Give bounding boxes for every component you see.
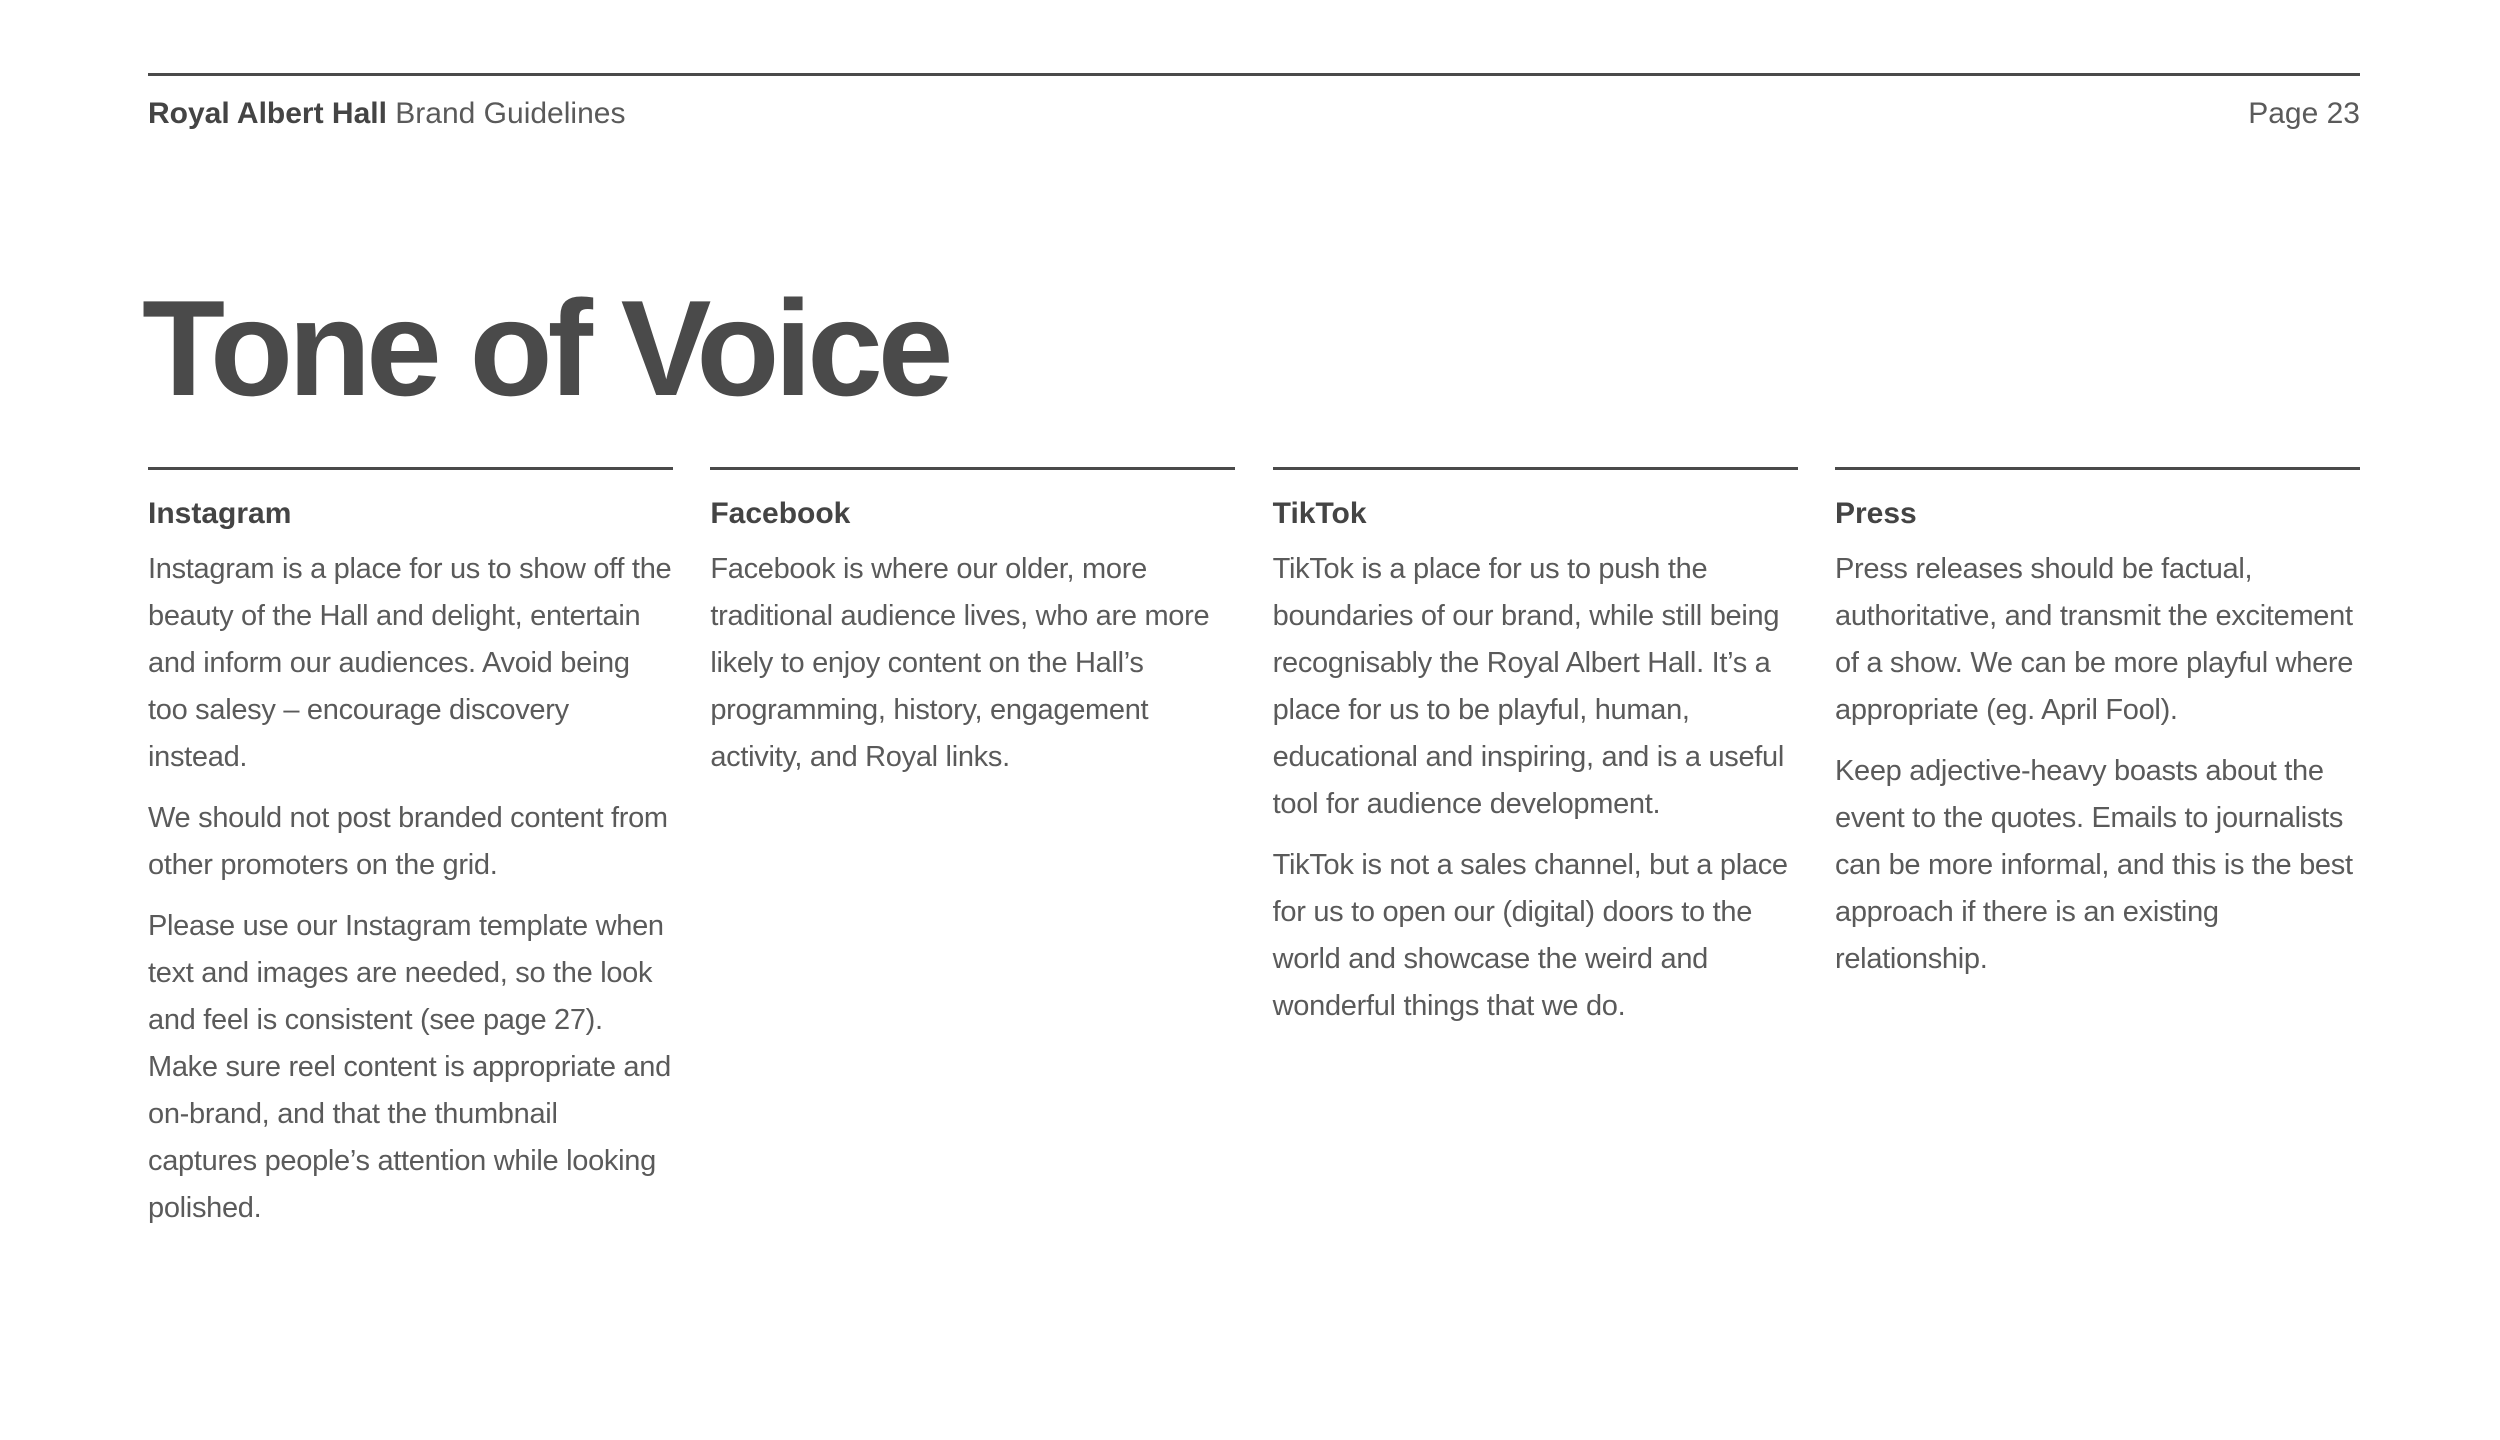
column-press: [1835, 467, 2360, 1232]
column-body: [710, 546, 1235, 781]
page-number: Page 23: [2248, 97, 2360, 130]
header: [148, 96, 2360, 132]
brand-lockup: [148, 96, 625, 132]
header-divider: [148, 73, 2360, 76]
column-divider: [148, 467, 673, 470]
column-paragraph: TikTok is not a sales channel, but a place for us to open our (digital) doors to the world and showcase the weird and wonderful things that we do.: [1272, 849, 1788, 1022]
column-paragraph: Press releases should be factual, authoritative, and transmit the excitement of a show. We can be more playful where appropriate (eg. April Fool).: [1834, 553, 2354, 726]
column-facebook: [710, 467, 1235, 1232]
brand-name: Royal Albert Hall: [148, 97, 387, 130]
column-heading: TikTok: [1272, 497, 1367, 530]
channel-columns: [148, 467, 2360, 1232]
column-paragraph: We should not post branded content from other promoters on the grid.: [148, 802, 668, 881]
column-paragraph: Facebook is where our older, more traditional audience lives, who are more likely to enjoy content on the Hall’s programming, history, engagement activity, and Royal links.: [710, 553, 1210, 773]
column-instagram: [148, 467, 673, 1232]
column-paragraph: TikTok is a place for us to push the boundaries of our brand, while still being recognisably the Royal Albert Hall. It’s a place for us to be playful, human, educational and inspiring, and is a useful tool for audience development.: [1272, 553, 1785, 820]
column-body: [148, 546, 673, 1232]
column-body: [1835, 546, 2360, 983]
page: [142, 73, 2360, 1224]
brand-subtitle: Brand Guidelines: [395, 97, 626, 130]
column-body: [1273, 546, 1798, 1030]
column-tiktok: [1273, 467, 1798, 1232]
column-divider: [710, 467, 1235, 470]
column-divider: [1273, 467, 1798, 470]
column-paragraph: Instagram is a place for us to show off the beauty of the Hall and delight, entertain and inform our audiences. Avoid being too salesy – encourage discovery instead.: [148, 553, 672, 773]
column-paragraph: Keep adjective-heavy boasts about the event to the quotes. Emails to journalists can be more informal, and this is the best approach if there is an existing relationship.: [1834, 755, 2353, 975]
page-title: Tone of Voice: [142, 272, 949, 424]
column-heading: Facebook: [710, 497, 851, 530]
column-heading: Press: [1834, 497, 1917, 530]
column-divider: [1835, 467, 2360, 470]
column-paragraph: Please use our Instagram template when text and images are needed, so the look and feel is consistent (see page 27). Make sure reel content is appropriate and on-brand, and that the thumbnail captures people’s attention while looking polished.: [148, 910, 671, 1224]
column-heading: Instagram: [148, 497, 292, 530]
